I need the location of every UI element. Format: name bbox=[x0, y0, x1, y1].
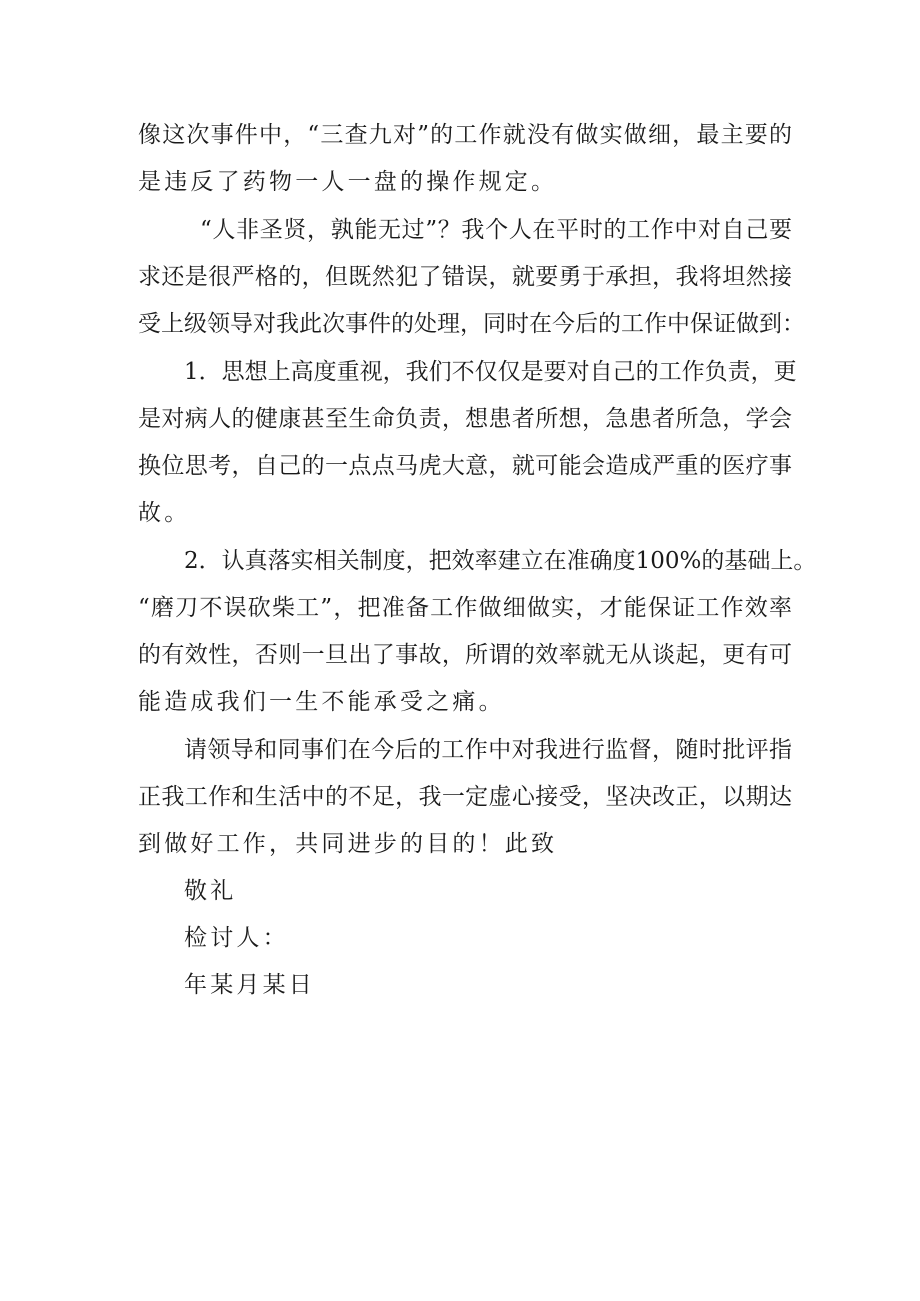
text-line: 到做好工作，共同进步的目的！此致 bbox=[138, 831, 558, 857]
paragraph-1 bbox=[138, 112, 792, 206]
paragraph-5 bbox=[138, 727, 792, 868]
paragraph-2 bbox=[138, 207, 805, 348]
document-body bbox=[138, 112, 817, 1009]
text-line: 换位思考，自己的一点点马虎大意，就可能会造成严重的医疗事 bbox=[138, 453, 792, 479]
text-line: 正我工作和生活中的不足，我一定虚心接受，坚决改正，以期达 bbox=[138, 784, 792, 810]
text-line: 是违反了药物一人一盘的操作规定。 bbox=[138, 169, 558, 195]
text-line: 故。 bbox=[138, 500, 191, 526]
text-line: 能造成我们一生不能承受之痛。 bbox=[138, 689, 505, 715]
text-line: 是对病人的健康甚至生命负责，想患者所想，急患者所急，学会 bbox=[138, 406, 792, 432]
paragraph-4 bbox=[138, 538, 817, 726]
text-line: 受上级领导对我此次事件的处理，同时在今后的工作中保证做到： bbox=[138, 311, 805, 337]
text-line: 的有效性，否则一旦出了事故，所谓的效率就无从谈起，更有可 bbox=[138, 642, 792, 668]
text-line: 1．思想上高度重视，我们不仅仅是要对自己的工作负责，更 bbox=[184, 359, 797, 385]
text-line: 请领导和同事们在今后的工作中对我进行监督，随时批评指 bbox=[184, 737, 792, 763]
text-line: “磨刀不误砍柴工”，把准备工作做细做实，才能保证工作效率 bbox=[138, 595, 792, 621]
text-line: 求还是很严格的，但既然犯了错误，就要勇于承担，我将坦然接 bbox=[138, 264, 792, 290]
text-line: “人非圣贤，孰能无过”？我个人在平时的工作中对自己要 bbox=[200, 217, 792, 243]
signature-label: 检讨人： bbox=[184, 925, 289, 951]
closing-salutation: 敬礼 bbox=[184, 878, 237, 904]
paragraph-3 bbox=[138, 349, 797, 537]
text-line: 2．认真落实相关制度，把效率建立在准确度100%的基础上。 bbox=[184, 548, 817, 574]
text-line: 像这次事件中，“三查九对”的工作就没有做实做细，最主要的 bbox=[138, 122, 792, 148]
date-line: 年某月某日 bbox=[184, 972, 315, 998]
